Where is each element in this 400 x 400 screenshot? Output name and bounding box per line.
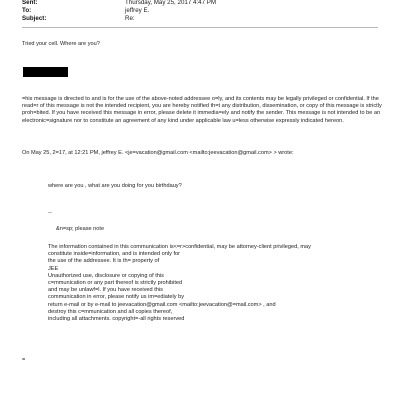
notice-line: JEE	[48, 265, 59, 272]
to-label: To:	[22, 6, 32, 14]
subject-row	[22, 15, 392, 23]
reply-text: Tried your cell. Where are you?	[22, 41, 100, 47]
notice-line: communication in error, please notify us im=ediately by	[48, 294, 185, 301]
quoted-message: where are you , what are you doing for you birthdauy?	[48, 183, 182, 189]
notice-line: Unauthorized use, disclosure or copying of this	[48, 272, 164, 279]
sent-value: Thursday, May 25, 2017 4:47 PM	[125, 0, 217, 6]
notice-line: The information contained in this communication is<=r>confidential, may be attorney-client privileged, may	[48, 244, 311, 250]
to-value: jeffrey E.	[125, 6, 150, 14]
subject-value: Re:	[125, 15, 135, 23]
trailing-mark: =	[22, 357, 26, 363]
redaction-block	[23, 67, 68, 77]
confidentiality-notice	[48, 244, 378, 323]
signature-separator: --	[48, 210, 52, 216]
subject-label: Subject:	[22, 15, 47, 23]
notice-line: including all attachments. copyright=-all rights reserved	[48, 316, 185, 323]
notice-line: and may be unlawf=l. If you have received this	[48, 287, 163, 294]
notice-line: c=mmunication or any part thereof is strictly prohibited	[48, 280, 183, 287]
nbsp-note: &n=sp; please note	[56, 226, 105, 232]
disclaimer-text: =his message is directed to and is for the use of the above-noted addressee o=ly, and its contents may be legally privileged or confidential. If the read=r of this message is not the intended recipient, you are hereby notified th=t any distribution, dissemination, or copy of this message is strictly proh=bited. If you have received this message in error, please delete it immedia=ely and notify the sender. This message is not intended to be an electronic=signature nor to constitute an agreement of any kind under applicable law u=less otherwise expressly indicated hereon.	[22, 96, 382, 124]
notice-line: constitute inside=information, and is intended only for	[48, 251, 180, 258]
sent-label: Sent:	[22, 0, 38, 6]
notice-line: return e-mail or by e-mail to jeevacation@gmail.com <mailto:jeevacation@=mail.com> , and	[48, 301, 276, 308]
email-header	[22, 0, 392, 23]
quote-header: On May 25, 2=17, at 12:21 PM, jeffrey E. <je=vacation@gmail.com <mailto:jeevacation@gmail.com> > wrote:	[22, 150, 294, 156]
notice-line: the use of the addressee. It is th= property of	[48, 258, 160, 265]
notice-line: destroy this c=mmunication and all copies thereof,	[48, 308, 173, 315]
to-row	[22, 6, 392, 14]
header-divider	[22, 27, 378, 28]
